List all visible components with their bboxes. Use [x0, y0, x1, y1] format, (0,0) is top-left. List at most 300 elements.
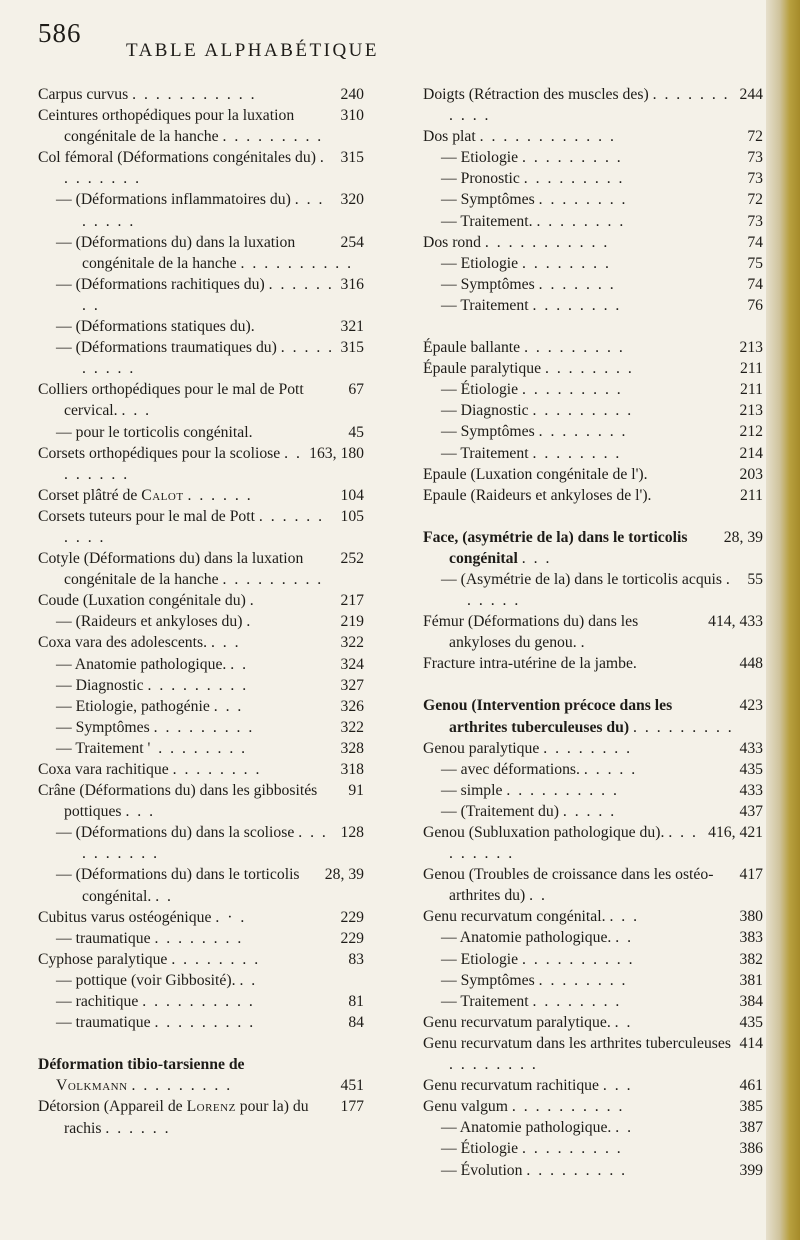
index-entry: [423, 337, 763, 358]
entry-leader: . . . . . . . . .: [633, 718, 734, 736]
index-column-right: [423, 84, 763, 1181]
entry-text: — Anatomie pathologique.: [441, 929, 612, 947]
entry-text: — avec déformations.: [441, 760, 580, 778]
index-entry: [38, 1054, 364, 1075]
entry-text: — Traitement: [441, 296, 529, 314]
entry-leader: . . .: [125, 803, 156, 821]
entry-page: 382: [739, 950, 763, 968]
index-entry: [423, 864, 763, 906]
entry-leader: . . . . . . . . .: [131, 1077, 233, 1095]
entry-page: 45: [348, 423, 364, 441]
entry-page: 211: [740, 360, 763, 378]
entry-text: — (Asymétrie de la) dans le torticolis acquis: [441, 570, 722, 588]
index-entry: [38, 506, 364, 548]
entry-page: 203: [739, 465, 763, 483]
entry-page: 211: [740, 486, 763, 504]
entry-leader: . . . . . . . . . .: [240, 254, 354, 272]
entry-page: 211: [740, 381, 763, 399]
entry-leader: . . . . . . . .: [536, 212, 626, 230]
index-entry: [423, 126, 763, 147]
entry-leader: . . . . . . . . .: [532, 402, 634, 420]
entry-text: — Étiologie: [441, 381, 519, 399]
entry-text: — Traitement: [441, 992, 529, 1010]
entry-text: — Anatomie pathologique.: [441, 1119, 612, 1137]
index-entry: [38, 1075, 364, 1096]
entry-leader: . . . . . . . . .: [449, 824, 698, 863]
entry-page: 315: [340, 339, 364, 357]
entry-page: 76: [747, 296, 763, 314]
entry-text: — (Raideurs et ankyloses du) .: [56, 613, 251, 631]
entry-text: — Etiologie: [441, 254, 519, 272]
entry-page: 84: [348, 1014, 364, 1032]
index-entry: [38, 189, 364, 231]
entry-page: 387: [739, 1119, 763, 1137]
index-entry: [423, 527, 763, 569]
entry-leader: . . . . . . . .: [538, 423, 628, 441]
index-entry: [423, 1117, 763, 1138]
entry-page: 213: [739, 339, 763, 357]
index-entry: [423, 443, 763, 464]
index-entry: [423, 84, 763, 126]
entry-leader: . . . . .: [583, 760, 638, 778]
entry-page: 414: [739, 1034, 763, 1052]
entry-text: — Etiologie: [441, 149, 519, 167]
entry-leader: . . .: [210, 634, 241, 652]
entry-page: 72: [747, 128, 763, 146]
index-entry: [423, 379, 763, 400]
entry-leader: . .: [614, 1013, 633, 1031]
entry-page: 74: [747, 233, 763, 251]
index-entry: [423, 274, 763, 295]
entry-text: — traumatique: [56, 929, 151, 947]
entry-page: 74: [747, 275, 763, 293]
entry-leader: . . . . . . . .: [154, 929, 244, 947]
entry-text: — Pronostic: [441, 170, 520, 188]
entry-text: — (Déformations du) dans la scoliose: [56, 824, 295, 842]
index-entry: [38, 907, 364, 928]
page-number: 586: [38, 18, 82, 48]
index-entry: [423, 1138, 763, 1159]
index-entry: [38, 147, 364, 189]
index-entry: [38, 780, 364, 822]
entry-text: — Anatomie pathologique.: [56, 655, 227, 673]
entry-leader: . . . . . . . .: [449, 1056, 538, 1074]
index-entry: [38, 928, 364, 949]
entry-text: Genu valgum: [423, 1098, 508, 1116]
entry-text: Epaule (Raideurs et ankyloses de l').: [423, 486, 652, 504]
index-entry: [38, 822, 364, 864]
entry-text: — traumatique: [56, 1014, 151, 1032]
index-entry: [423, 1075, 763, 1096]
index-entry: [38, 274, 364, 316]
entry-page: 322: [340, 718, 364, 736]
entry-page: 244: [739, 86, 763, 103]
entry-text: Corset plâtré de: [38, 486, 138, 504]
index-entry: [423, 211, 763, 232]
entry-text: — (Déformations du) dans la luxation congénitale de la hanche: [56, 233, 296, 272]
index-entry: [38, 759, 364, 780]
entry-text: Genou paralytique: [423, 739, 540, 757]
index-entry: [423, 189, 763, 210]
entry-leader: . . . . . . . .: [538, 191, 628, 209]
index-entry: [423, 295, 763, 316]
entry-page: 327: [340, 676, 364, 694]
entry-page: 73: [747, 212, 763, 230]
index-entry: [38, 1012, 364, 1033]
entry-leader: . · .: [215, 908, 247, 926]
index-entry: [423, 759, 763, 780]
entry-leader: . . . . . . . .: [172, 761, 262, 778]
index-entry: [423, 1033, 763, 1075]
index-entry: [38, 949, 364, 970]
entry-name-smallcaps: Volkmann: [56, 1077, 128, 1095]
entry-page: 321: [340, 318, 364, 336]
entry-text: Genu recurvatum dans les arthrites tuberculeuses: [423, 1034, 731, 1052]
entry-page: 310: [340, 107, 364, 125]
entry-text: Coxa vara des adolescents.: [38, 634, 208, 652]
entry-text: Colliers orthopédiques pour le mal de Pott cervical.: [38, 381, 304, 420]
entry-page: 229: [340, 908, 364, 926]
entry-leader: . . .: [521, 549, 552, 567]
index-entry: [423, 485, 763, 506]
index-entry: [38, 316, 364, 337]
entry-page: 435: [739, 760, 763, 778]
entry-text: Genu recurvatum congénital.: [423, 908, 606, 926]
entry-page: 213: [739, 402, 763, 420]
entry-text: Carpus curvus: [38, 86, 129, 103]
entry-text: — Etiologie, pathogénie: [56, 697, 210, 715]
index-entry: [423, 991, 763, 1012]
entry-page: 461: [739, 1077, 763, 1095]
entry-leader: ' . . . . . . . .: [147, 739, 248, 757]
entry-text: Crâne (Déformations du) dans les gibbosités pottiques: [38, 782, 318, 821]
entry-page: 416, 421: [708, 824, 763, 841]
index-entry: [38, 422, 364, 443]
entry-page: 399: [739, 1161, 763, 1179]
entry-leader: . . .: [213, 697, 244, 715]
index-entry: [423, 400, 763, 421]
entry-text: — Etiologie: [441, 950, 519, 968]
entry-text: Détorsion (Appareil de: [38, 1098, 183, 1116]
entry-leader: . . . . . . . .: [171, 950, 261, 968]
entry-text: Cotyle (Déformations du) dans la luxation congénitale de la hanche: [38, 550, 304, 589]
entry-page: 448: [739, 655, 763, 673]
entry-leader: . . . . . . . . . .: [511, 1098, 625, 1116]
entry-leader: . .: [615, 1119, 634, 1137]
index-entry: [423, 147, 763, 168]
index-entry: [423, 970, 763, 991]
entry-leader: .: [580, 634, 587, 652]
entry-text: Déformation tibio-tarsienne de: [38, 1056, 245, 1074]
entry-leader: . . . . . . . . .: [526, 1161, 628, 1179]
entry-leader: . . . . . . . .: [64, 444, 302, 483]
entry-leader: . .: [529, 887, 547, 905]
entry-leader: . . . . . . . . . .: [142, 993, 255, 1011]
entry-leader: . . . . . . . . . .: [522, 950, 635, 968]
entry-leader: . . . . . .: [467, 570, 732, 610]
entry-text: Genu recurvatum rachitique: [423, 1077, 599, 1095]
entry-leader: . . . . . . . .: [544, 360, 634, 378]
index-entry: [38, 991, 364, 1012]
entry-page: 383: [739, 929, 763, 947]
entry-page: 320: [340, 191, 364, 209]
entry-leader: . . . . .: [562, 802, 617, 820]
entry-leader: . . . . . . . . . .: [82, 339, 335, 378]
entry-leader: . . . . . . . . .: [522, 149, 623, 167]
entry-text: — Traitement: [441, 444, 529, 462]
entry-text: Corsets orthopédiques pour la scoliose: [38, 444, 281, 462]
index-entry: [38, 717, 364, 738]
entry-text: Dos rond: [423, 233, 481, 251]
entry-leader: . . . . . . . .: [543, 739, 633, 757]
entry-page: 423: [739, 697, 763, 715]
entry-page: 417: [739, 866, 763, 884]
entry-text: — (Déformations statiques du).: [56, 318, 255, 336]
entry-leader: . .: [155, 887, 173, 905]
entry-text: — Traitement.: [441, 212, 533, 230]
entry-page: 385: [739, 1098, 763, 1116]
index-entry: [38, 232, 364, 274]
index-entry: [423, 1012, 763, 1033]
entry-page: 75: [747, 254, 763, 272]
index-entry: [38, 696, 364, 717]
entry-page: 72: [747, 191, 763, 209]
entry-page: 324: [340, 655, 364, 673]
index-entry: [423, 1160, 763, 1181]
entry-page: 414, 433: [708, 613, 763, 631]
entry-page: 380: [739, 908, 763, 926]
entry-page: 214: [739, 444, 763, 462]
entry-leader: . . . . . . . . . . . .: [479, 128, 616, 146]
entry-name-smallcaps: Calot: [141, 486, 184, 504]
entry-leader: . . . . . . . . . . .: [484, 233, 610, 251]
entry-leader: . . . . . . .: [538, 275, 616, 293]
entry-text: — Diagnostic: [56, 676, 144, 694]
index-entry: [38, 675, 364, 696]
entry-page: 229: [340, 929, 364, 947]
index-entry: [423, 1096, 763, 1117]
entry-leader: . . . . . . . . .: [522, 1140, 623, 1158]
index-entry: [423, 801, 763, 822]
entry-name-smallcaps: Lorenz: [186, 1098, 236, 1116]
entry-text: — (Déformations rachitiques du): [56, 275, 265, 293]
entry-text: Epaule (Luxation congénitale de l').: [423, 465, 648, 483]
index-entry: [38, 379, 364, 421]
page-edge: [766, 0, 800, 1240]
entry-text: — Étiologie: [441, 1140, 519, 1158]
entry-page: 384: [739, 992, 763, 1010]
entry-leader: . . . . . . . . .: [153, 718, 255, 736]
entry-leader: . . . . . . . .: [82, 275, 334, 314]
index-entry: [423, 358, 763, 379]
index-entry: [38, 632, 364, 653]
entry-text: Fracture intra-utérine de la jambe.: [423, 655, 637, 673]
entry-text: Genou (Subluxation pathologique du).: [423, 824, 665, 841]
entry-page: 252: [340, 550, 364, 568]
entry-page: 73: [747, 170, 763, 188]
entry-leader: . . . . . . . .: [532, 992, 622, 1010]
entry-leader: . . . . . . . . . .: [506, 781, 619, 799]
entry-page: 28, 39: [324, 866, 364, 884]
entry-leader: . . . . . . . .: [82, 191, 325, 230]
index-entry: [423, 927, 763, 948]
entry-leader: . . . . . .: [187, 486, 253, 504]
entry-text: Cyphose paralytique: [38, 950, 168, 968]
entry-leader: . .: [239, 971, 258, 989]
entry-leader: . . . . . . . .: [532, 444, 622, 462]
entry-text: — (Déformations inflammatoires du): [56, 191, 291, 209]
index-entry: [38, 337, 364, 379]
entry-text: Genu recurvatum paralytique.: [423, 1013, 611, 1031]
entry-page: 212: [739, 423, 763, 441]
entry-text: — Symptômes: [441, 275, 535, 293]
index-entry: [423, 738, 763, 759]
running-head: TABLE ALPHABÉTIQUE: [126, 40, 379, 61]
index-entry: [38, 548, 364, 590]
index-entry: [38, 970, 364, 991]
entry-leader: . . . . . . . . . . .: [132, 86, 257, 103]
entry-page: 437: [739, 802, 763, 820]
entry-text: — (Déformations du) dans le torticolis congénital.: [56, 866, 300, 905]
entry-page: 219: [340, 613, 364, 631]
entry-page: 128: [340, 824, 364, 842]
entry-page: 67: [348, 381, 364, 399]
index-entry: [423, 653, 763, 674]
index-entry: [38, 611, 364, 632]
index-column-left: [38, 84, 364, 1139]
entry-text: — pottique (voir Gibbosité).: [56, 971, 236, 989]
entry-text: — Symptômes: [441, 191, 535, 209]
index-entry: [423, 949, 763, 970]
entry-leader: . . . . . . . .: [522, 254, 611, 272]
index-entry: [38, 738, 364, 759]
index-entry: [423, 464, 763, 485]
entry-text: Épaule paralytique: [423, 360, 542, 378]
entry-page: 315: [340, 149, 364, 167]
entry-text: Coxa vara rachitique: [38, 761, 169, 778]
index-entry: [423, 822, 763, 864]
index-entry: [38, 105, 364, 147]
index-entry: [423, 906, 763, 927]
index-entry: [38, 84, 364, 105]
entry-page: 326: [340, 697, 364, 715]
entry-page: 240: [340, 86, 364, 103]
entry-text: — simple: [441, 781, 503, 799]
entry-text: — Traitement: [56, 739, 144, 757]
entry-text: — pour le torticolis congénital.: [56, 423, 253, 441]
entry-leader: . . . . . . . . . . .: [449, 86, 730, 125]
entry-leader: . . . . . . . . . .: [64, 507, 325, 546]
entry-page: 91: [348, 782, 364, 800]
entry-text: Cubitus varus ostéogénique: [38, 908, 212, 926]
index-entry: [38, 864, 364, 906]
index-entry: [423, 569, 763, 611]
index-entry: [423, 232, 763, 253]
index-entry: [423, 611, 763, 653]
entry-text: — Évolution: [441, 1161, 523, 1179]
entry-text: Genou (Intervention précoce dans les arthrites tuberculeuses du): [423, 697, 673, 736]
entry-leader: . . . . . . . . .: [523, 170, 625, 188]
entry-page: 177: [340, 1098, 364, 1116]
entry-text: Face, (asymétrie de la) dans le torticolis congénital: [423, 528, 688, 567]
entry-leader: . . . . . .: [105, 1119, 171, 1137]
entry-text: — Symptômes: [441, 423, 535, 441]
index-entry: [423, 421, 763, 442]
entry-page: 328: [340, 739, 364, 757]
index-entry: [38, 443, 364, 485]
entry-page: 433: [739, 739, 763, 757]
entry-page: 81: [348, 993, 364, 1011]
index-entry: [423, 695, 763, 737]
entry-text: Dos plat: [423, 128, 476, 146]
entry-leader: . . .: [121, 402, 152, 420]
index-entry: [38, 654, 364, 675]
entry-text: Doigts (Rétraction des muscles des): [423, 86, 649, 103]
entry-text: Épaule ballante: [423, 339, 521, 357]
entry-leader: . .: [230, 655, 249, 673]
entry-page: 451: [340, 1077, 364, 1095]
entry-page: 104: [340, 486, 364, 504]
entry-text: — Symptômes: [441, 971, 535, 989]
entry-text: Corsets tuteurs pour le mal de Pott: [38, 507, 255, 525]
entry-leader: . . . . . . . . .: [154, 1014, 256, 1032]
entry-text: — (Déformations traumatiques du): [56, 339, 277, 357]
entry-leader: . .: [615, 929, 634, 947]
entry-leader: . . . . . . . . .: [147, 676, 249, 694]
entry-text: — (Traitement du): [441, 802, 559, 820]
entry-text: — Diagnostic: [441, 402, 529, 420]
entry-page: 28, 39: [723, 528, 763, 546]
entry-text: Genou (Troubles de croissance dans les ostéo-arthrites du): [423, 866, 714, 905]
entry-page: 435: [739, 1013, 763, 1031]
entry-leader: . . . . . . . .: [538, 971, 628, 989]
index-entry: [423, 168, 763, 189]
entry-page: 73: [747, 149, 763, 167]
index-entry: [38, 485, 364, 506]
entry-page: 322: [340, 634, 364, 652]
entry-page: 381: [739, 971, 763, 989]
entry-page: 316: [340, 275, 364, 293]
entry-text: Fémur (Déformations du) dans les ankyloses du genou.: [423, 613, 639, 652]
entry-page: 433: [739, 781, 763, 799]
entry-leader: . . .: [609, 908, 640, 926]
entry-text: Ceintures orthopédiques pour la luxation congénitale de la hanche: [38, 107, 295, 146]
entry-leader: . . .: [602, 1077, 633, 1095]
entry-page: 318: [340, 761, 364, 778]
entry-page: 105: [340, 507, 364, 525]
entry-leader: . . . . . . . . .: [222, 128, 324, 146]
entry-leader: . . . . . . . . .: [222, 571, 324, 589]
entry-text: — Symptômes: [56, 718, 150, 736]
entry-page: 163, 180: [309, 444, 364, 462]
entry-leader: . . . . . . . . .: [522, 381, 623, 399]
entry-page: 83: [348, 950, 364, 968]
entry-page: 254: [340, 233, 364, 251]
index-entry: [423, 253, 763, 274]
entry-text: Col fémoral (Déformations congénitales du): [38, 149, 316, 167]
entry-leader: . . . . . . . .: [532, 296, 622, 314]
entry-leader: . . . . . . . . . .: [82, 824, 328, 863]
entry-page: 386: [739, 1140, 763, 1158]
index-entry: [38, 590, 364, 611]
entry-text-continued: pour la) du rachis: [64, 1098, 309, 1137]
entry-page: 217: [340, 592, 364, 610]
entry-text: — rachitique: [56, 993, 139, 1011]
entry-leader: . . . . . . . . .: [524, 339, 625, 357]
entry-text: Coude (Luxation congénitale du) .: [38, 592, 254, 610]
index-entry: [38, 1096, 364, 1138]
index-entry: [423, 780, 763, 801]
